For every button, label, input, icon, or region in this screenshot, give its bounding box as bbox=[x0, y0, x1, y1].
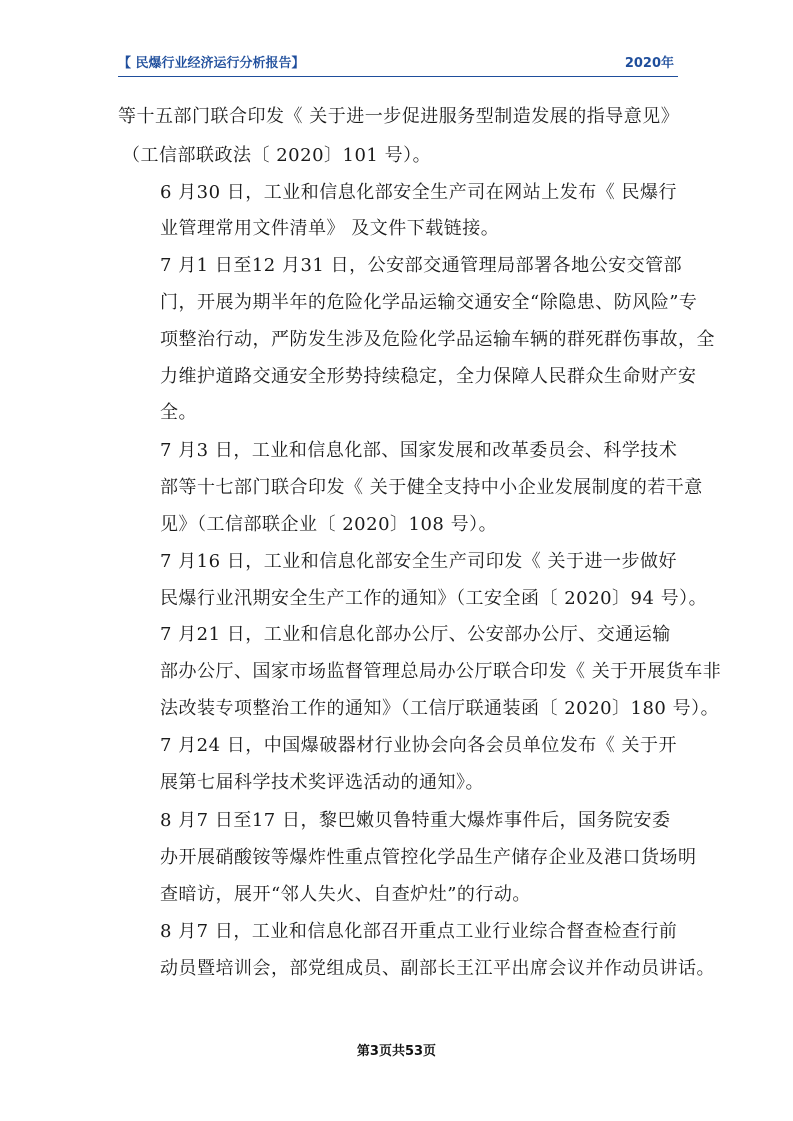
text-line: 民爆行业汛期安全生产工作的通知》（工安全函〔 2020〕94 号）。 bbox=[160, 588, 708, 609]
text-line: 7 月16 日，工业和信息化部安全生产司印发《 关于进一步做好 bbox=[160, 551, 678, 572]
report-title: 【 民爆行业经济运行分析报告】 bbox=[118, 56, 305, 71]
text-line: 项整治行动，严防发生涉及危险化学品运输车辆的群死群伤事故，全 bbox=[160, 329, 715, 350]
text-line: 查暗访，展开“邻人失火、自查炉灶”的行动。 bbox=[160, 884, 531, 905]
text-line: 部办公厅、国家市场监督管理总局办公厅联合印发《 关于开展货车非 bbox=[160, 661, 722, 682]
report-year: 2020年 bbox=[624, 56, 674, 71]
page-header bbox=[118, 50, 678, 72]
text-line: 展第七届科学技术奖评选活动的通知》。 bbox=[160, 772, 484, 793]
text-line: 6 月30 日，工业和信息化部安全生产司在网站上发布《 民爆行 bbox=[160, 182, 678, 203]
text-line: 动员暨培训会，部党组成员、副部长王江平出席会议并作动员讲话。 bbox=[160, 958, 715, 979]
text-line: 等十五部门联合印发《 关于进一步促进服务型制造发展的指导意见》 bbox=[118, 106, 680, 127]
text-line: 7 月3 日，工业和信息化部、国家发展和改革委员会、科学技术 bbox=[160, 440, 678, 461]
text-line: （工信部联政法〔 2020〕101 号）。 bbox=[122, 145, 432, 166]
text-line: 7 月1 日至12 月31 日，公安部交通管理局部署各地公安交管部 bbox=[160, 255, 683, 276]
text-line: 8 月7 日至17 日，黎巴嫩贝鲁特重大爆炸事件后，国务院安委 bbox=[160, 810, 671, 831]
text-line: 力维护道路交通安全形势持续稳定，全力保障人民群众生命财产安 bbox=[160, 366, 697, 387]
text-line: 法改装专项整治工作的通知》（工信厅联通装函〔 2020〕180 号）。 bbox=[160, 698, 720, 719]
header-divider bbox=[118, 76, 678, 77]
text-line: 见》（工信部联企业〔 2020〕108 号）。 bbox=[160, 514, 498, 535]
page-number: 第3页共53页 bbox=[356, 1044, 437, 1059]
text-line: 7 月21 日，工业和信息化部办公厅、公安部办公厅、交通运输 bbox=[160, 624, 671, 645]
text-line: 8 月7 日，工业和信息化部召开重点工业行业综合督查检查行前 bbox=[160, 921, 678, 942]
text-line: 门，开展为期半年的危险化学品运输交通安全“除隐患、防风险”专 bbox=[160, 292, 698, 313]
text-line: 全。 bbox=[160, 402, 197, 423]
text-line: 7 月24 日，中国爆破器材行业协会向各会员单位发布《 关于开 bbox=[160, 735, 678, 756]
text-line: 业管理常用文件清单》 及文件下载链接。 bbox=[160, 218, 500, 239]
text-line: 办开展硝酸铵等爆炸性重点管控化学品生产储存企业及港口货场明 bbox=[160, 847, 697, 868]
text-line: 部等十七部门联合印发《 关于健全支持中小企业发展制度的若干意 bbox=[160, 477, 703, 498]
